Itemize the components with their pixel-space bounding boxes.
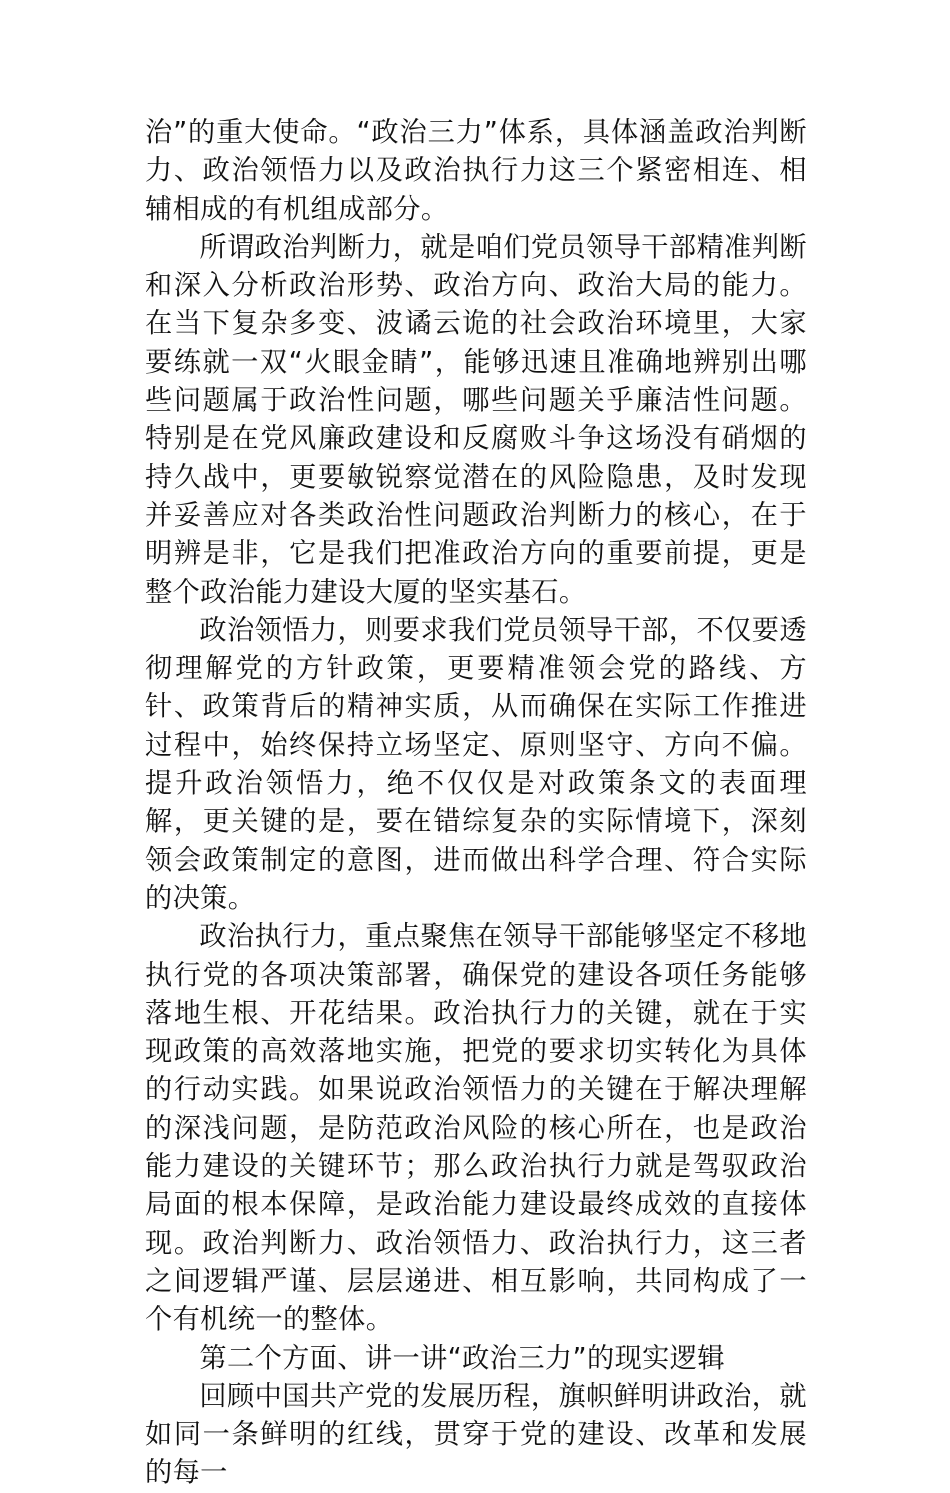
paragraph-party-history: 回顾中国共产党的发展历程，旗帜鲜明讲政治，就如同一条鲜明的红线，贯穿于党的建设、改革和发展的每一 [145,1380,807,1489]
paragraph-political-execution: 政治执行力，重点聚焦在领导干部能够坚定不移地执行党的各项决策部署，确保党的建设各项任务能够落地生根、开花结果。政治执行力的关键，就在于实现政策的高效落地实施，把党的要求切实转化为具体的行动实践。如果说政治领悟力的关键在于解决理解的深浅问题，是防范政治风险的核心所在，也是政治能力建设的关键环节；那么政治执行力就是驾驭政治局面的根本保障，是政治能力建设最终成效的直接体现。政治判断力、政治领悟力、政治执行力，这三者之间逻辑严谨、层层递进、相互影响，共同构成了一个有机统一的整体。 [145,921,807,1336]
paragraph-political-comprehension: 政治领悟力，则要求我们党员领导干部，不仅要透彻理解党的方针政策，更要精准领会党的路线、方针、政策背后的精神实质，从而确保在实际工作推进过程中，始终保持立场坚定、原则坚守、方向不偏。提升政治领悟力，绝不仅仅是对政策条文的表面理解，更关键的是，要在错综复杂的实际情境下，深刻领会政策制定的意图，进而做出科学合理、符合实际的决策。 [145,614,807,914]
paragraph-political-judgment: 所谓政治判断力，就是咱们党员领导干部精准判断和深入分析政治形势、政治方向、政治大局的能力。在当下复杂多变、波谲云诡的社会政治环境里，大家要练就一双“火眼金睛”，能够迅速且准确地辨别出哪些问题属于政治性问题，哪些问题关乎廉洁性问题。特别是在党风廉政建设和反腐败斗争这场没有硝烟的持久战中，更要敏锐察觉潜在的风险隐患，及时发现并妥善应对各类政治性问题政治判断力的核心，在于明辨是非，它是我们把准政治方向的重要前提，更是整个政治能力建设大厦的坚实基石。 [145,231,807,608]
document-page [145,114,807,1493]
section-heading: 第二个方面、讲一讲“政治三力”的现实逻辑 [199,1342,725,1374]
paragraph-continuation: 治”的重大使命。“政治三力”体系，具体涵盖政治判断力、政治领悟力以及政治执行力这三个紧密相连、相辅相成的有机组成部分。 [145,117,807,225]
